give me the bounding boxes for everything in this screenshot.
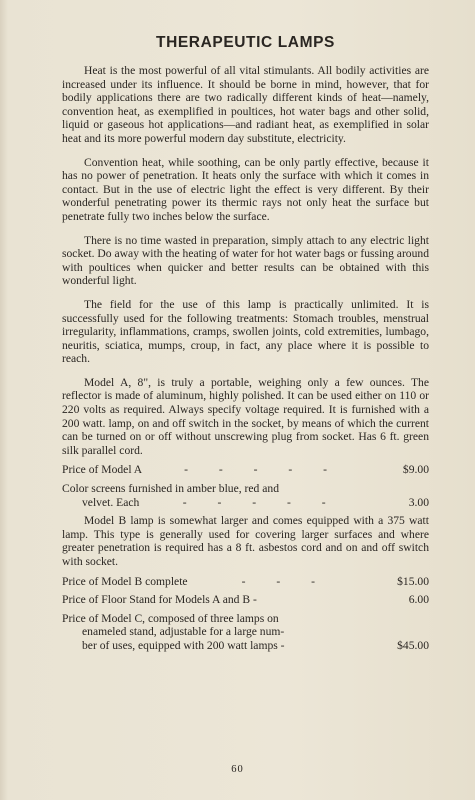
price-line-model-a (62, 463, 429, 477)
price-amount: $9.00 (402, 463, 429, 477)
price-amount: 6.00 (408, 593, 429, 607)
paragraph-model-a: Model A, 8", is truly a portable, weighing only a few ounces. The reflector is made of aluminum, highly polished. It can be used either on 110 or 220 volts as required. Always specify voltage required. It is furnished with a 200 watt. lamp, on and off switch in the socket, by means of which the current can be turned on or off without unscrewing plug from socket. Has 6 ft. green silk parallel cord. (62, 375, 429, 457)
model-c-text: ber of uses, equipped with 200 watt lamps - (82, 638, 285, 652)
screens-line-1 (62, 482, 429, 496)
price-leader: - - - (241, 574, 329, 588)
price-amount: $15.00 (397, 574, 429, 588)
paragraph-convention-heat: Convention heat, while soothing, can be only partly effective, because it has no power of penetration. It heats only the surface with which it comes in contact. But in the use of electric light the effect is very different. By their wonderful penetrating power its thermic rays not only heat the surface but penetrate fully two inches below the surface. (62, 155, 429, 223)
price-label: Price of Model B complete (62, 574, 188, 588)
paragraph-preparation: There is no time wasted in preparation, simply attach to any electric light socket. Do away with the heating of water for hot water bags or fussing around with poultices when quicker and better results can be obtained with this wonderful light. (62, 233, 429, 288)
price-amount: 3.00 (408, 495, 429, 509)
screens-text: Color screens furnished in amber blue, red and (62, 482, 279, 496)
screens-line-2 (62, 496, 429, 510)
price-leader: - - - - - (182, 495, 340, 509)
price-leader: - - - - - (184, 463, 342, 477)
price-label: Price of Model A (62, 463, 143, 477)
screens-each-label: velvet. Each (82, 495, 140, 509)
page-number: 60 (231, 764, 244, 775)
model-c-line-1 (62, 612, 429, 626)
price-line-floor-stand (62, 593, 429, 607)
paragraph-heat-intro: Heat is the most powerful of all vital stimulants. All bodily activities are increased under its influence. It should be borne in mind, however, that for bodily applications there are two radically different kinds of heat—namely, convention heat, as exemplified in poultices, hot water bags and other solid, liquid or gaseous hot applications—and radiant heat, as exemplified in solar heat and its more powerful modern day substitute, electricity. (62, 64, 429, 145)
paragraph-treatments: The field for the use of this lamp is practically unlimited. It is successfully used for the following treatments: Stomach troubles, menstrual irregularity, inflammations, cramps, swollen joints, cold extremities, lumbago, neuritis, sciatica, mumps, croup, in fact, any place where it is possible to reach. (62, 297, 429, 366)
model-c-text: Price of Model C, composed of three lamps on (62, 611, 279, 625)
price-amount: $45.00 (397, 638, 429, 652)
model-c-line-3 (62, 639, 429, 653)
paragraph-model-b: Model B lamp is somewhat larger and comes equipped with a 375 watt lamp. This type is generally used for covering larger surfaces and where greater penetration is required has a 8 ft. asbestos cord and on and off switch with socket. (62, 514, 429, 568)
model-c-text: enameled stand, adjustable for a large num- (82, 625, 285, 639)
model-c-line-2 (62, 625, 429, 639)
price-line-model-b (62, 575, 429, 589)
price-label: Price of Floor Stand for Models A and B - (62, 593, 257, 607)
page-title: THERAPEUTIC LAMPS (156, 34, 335, 51)
